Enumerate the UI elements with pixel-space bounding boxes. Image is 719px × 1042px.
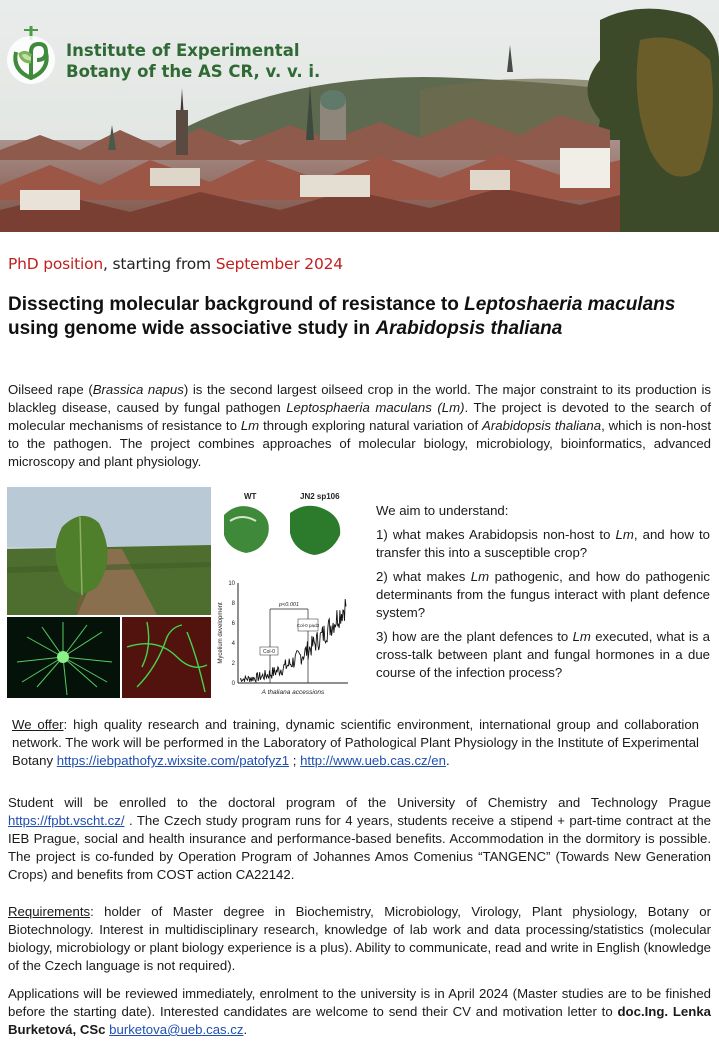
aim-2 [376, 568, 710, 622]
intro-italic: Lm [240, 418, 260, 433]
p-value-label: p<0.001 [278, 602, 300, 608]
position-type: PhD position [8, 255, 104, 273]
title-part: Dissecting molecular background of resistance to [8, 294, 465, 315]
apply-end: . [243, 1022, 248, 1037]
mutant-leaf-icon [290, 506, 340, 555]
intro-text: through exploring natural variation of [259, 418, 483, 433]
offer-label: We offer [12, 717, 64, 732]
requirements-paragraph [8, 903, 711, 975]
aim-italic: Lm [470, 569, 490, 584]
requirements-text: : holder of Master degree in Biochemistry, Microbiology, Virology, Plant physiology, Botany or Biotechnology. Interest in multidisciplinary research, knowledge of lab work and data processing/statistics (molecular biology, microbiology or plant biology experience is a plus). Ability to communicate, read and write in English (knowledge of the Czech language is not required). [8, 904, 711, 973]
aims-section [376, 502, 710, 688]
y-tick: 6 [231, 621, 235, 627]
y-axis-label: Mycelium development [218, 602, 224, 664]
title-part: using genome wide associative study in [8, 318, 376, 339]
institute-website-link[interactable]: http://www.ueb.cas.cz/en [300, 753, 446, 768]
header-banner [0, 0, 719, 232]
aim-text: 2) what makes [376, 569, 471, 584]
x-axis-label: A thaliana accessions [261, 689, 325, 696]
col0-label: Col-0 [263, 649, 275, 655]
wt-label: WT [244, 492, 257, 501]
y-tick: 0 [231, 681, 235, 687]
position-start-date: September 2024 [215, 255, 343, 273]
institute-name-line1: Institute of Experimental [66, 41, 300, 60]
intro-italic: Brassica napus [92, 382, 184, 397]
intro-italic: Leptosphaeria maculans (Lm) [286, 400, 465, 415]
aim-italic: Lm [572, 629, 591, 644]
offer-paragraph [12, 716, 699, 770]
intro-paragraph [8, 381, 711, 471]
aim-text: executed, what is a cross-talk between plant and fungal hormones in a due course of the infection process? [376, 629, 711, 680]
lab-website-link[interactable]: https://iebpathofyz.wixsite.com/patofyz1 [56, 753, 290, 768]
title-part-italic: Arabidopsis thaliana [375, 318, 563, 339]
y-tick: 4 [231, 641, 235, 647]
contact-person: doc.Ing. Lenka Burketová, CSc [8, 1004, 711, 1037]
student-text: Student will be enrolled to the doctoral program of the University of Chemistry and Technology Prague [8, 795, 711, 810]
col0-pad3-label: Col-0 pad3 [296, 623, 320, 628]
application-paragraph [8, 985, 711, 1039]
aim-1 [376, 526, 710, 562]
aim-text: 1) what makes Arabidopsis non-host to [376, 527, 616, 542]
y-tick: 10 [228, 581, 235, 587]
y-tick: 8 [231, 601, 235, 607]
institute-logo-icon [2, 22, 60, 86]
intro-text: Oilseed rape ( [8, 382, 93, 397]
intro-text: ) is the second largest oilseed crop in the world. The major constraint to its production is blackleg disease, caused by fungal pathogen [8, 382, 712, 415]
student-text: . The Czech study program runs for 4 years, students receive a stipend + part-time contract at the IEB Prague, social and health insurance and performance-based benefits. Accommodation in the dormitory is possible. The project is co-funded by Operation Program of Johannes Amos Comenius “TANGENC” (Towards New Generation Crops) and benefits from COST action CA22142. [8, 813, 711, 882]
offer-end: . [445, 753, 450, 768]
position-connector: , starting from [103, 255, 216, 273]
university-link[interactable]: https://fpbt.vscht.cz/ [8, 813, 125, 828]
institute-name [66, 40, 320, 82]
accession-curve [240, 599, 346, 682]
institute-name-line2: Botany of the AS CR, v. v. i. [66, 62, 321, 81]
project-title [8, 293, 708, 341]
offer-text: : high quality research and training, dynamic scientific environment, international group and collaboration network. The work will be performed in the Laboratory of Pathological Plant Physiology in the Institute of Experimental Botany [12, 717, 699, 768]
aim-text: pathogenic, and how do pathogenic determinants from the fungus interact with plant defence system? [376, 569, 710, 620]
aim-italic: Lm [615, 527, 634, 542]
aim-3 [376, 628, 710, 682]
resistance-figure [216, 487, 368, 698]
intro-text: . The project is devoted to the search of molecular mechanisms of resistance to [8, 400, 711, 433]
prague-cityscape-image [0, 0, 719, 232]
apply-text: Applications will be reviewed immediately, enrolment to the university is in April 2024 (Master studies are to be finished before the starting date). Interested candidates are welcome to send their CV and motivation letter to [8, 986, 711, 1019]
contact-email-link[interactable]: burketova@ueb.cas.cz [109, 1022, 244, 1037]
intro-text: , which is non-host to the pathogen. The project combines approaches of molecular biology, microbiology, bioinformatics, advanced microscopy and plant physiology. [8, 418, 712, 469]
aim-text: 3) how are the plant defences to [376, 629, 573, 644]
intro-italic: Arabidopsis thaliana [482, 418, 602, 433]
mutant-label: JN2 sp106 [300, 492, 340, 501]
position-heading [8, 255, 343, 273]
wt-leaf-icon [224, 506, 269, 553]
offer-separator: ; [289, 753, 301, 768]
title-part-italic: Leptoshaeria maculans [464, 294, 676, 315]
y-tick: 2 [231, 661, 235, 667]
research-photos [7, 487, 211, 698]
requirements-label: Requirements [8, 904, 91, 919]
study-program-paragraph [8, 794, 711, 884]
aims-intro: We aim to understand: [376, 503, 509, 518]
aim-text: , and how to transfer this into a susceptible crop? [376, 527, 710, 560]
